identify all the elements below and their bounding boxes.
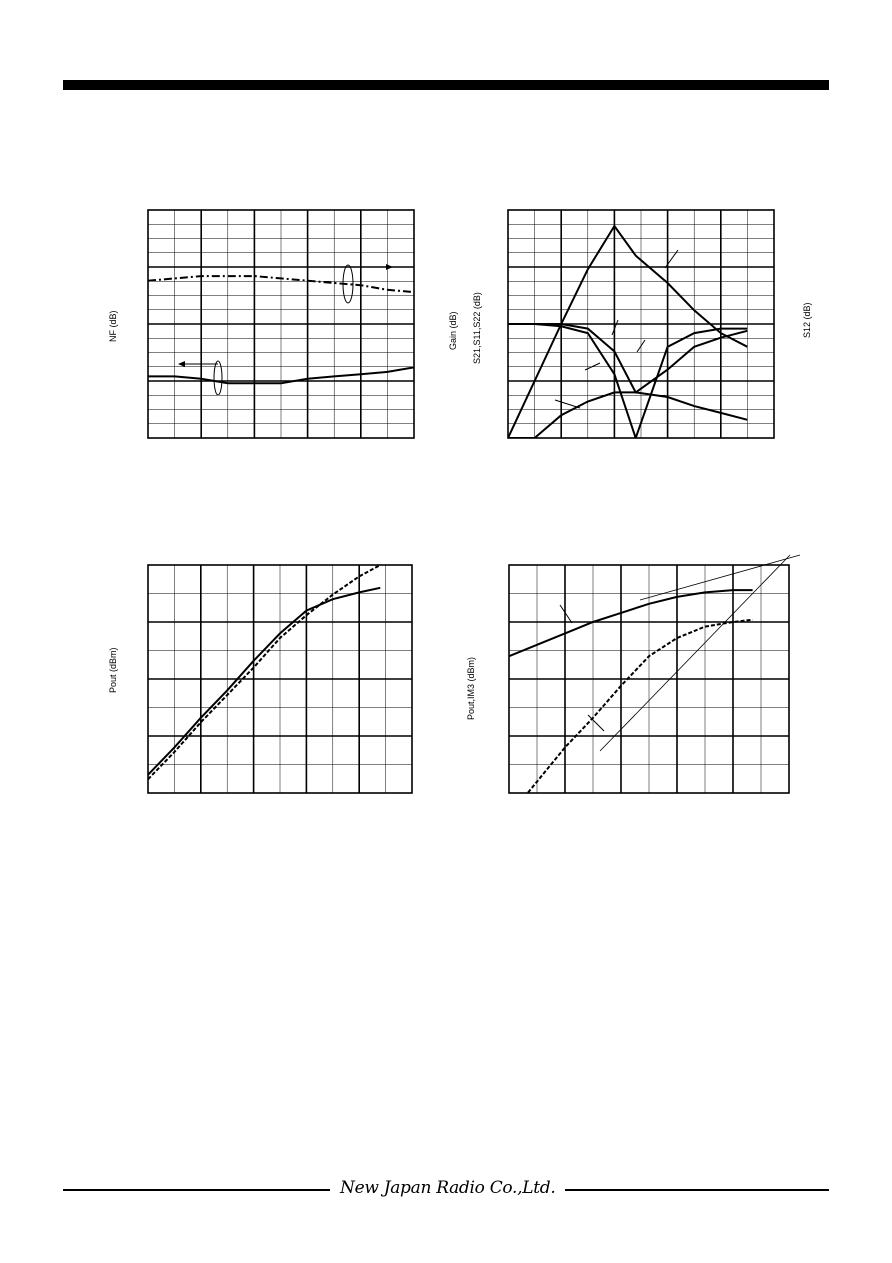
sparam-axis-label: S21,S11,S22 (dB) bbox=[472, 292, 482, 364]
annotation-arrow bbox=[588, 715, 604, 731]
company-logo: New Japan Radio Co.,Ltd. bbox=[340, 1178, 556, 1198]
series-line-2 bbox=[509, 620, 753, 816]
series-line-1 bbox=[148, 588, 380, 775]
arrow-head bbox=[386, 264, 393, 270]
im3-axis-label: Pout,IM3 (dBm) bbox=[466, 656, 476, 720]
s12-axis-label: S12 (dB) bbox=[802, 302, 812, 338]
gain-axis-label: Gain (dB) bbox=[448, 311, 458, 350]
series-line-2 bbox=[508, 324, 747, 392]
annotation-arrow bbox=[560, 605, 572, 623]
im3-chart bbox=[500, 535, 810, 805]
series-marker-ellipse bbox=[214, 361, 222, 395]
header-bar bbox=[63, 80, 829, 90]
pout-chart bbox=[140, 555, 430, 805]
footer-rule-left bbox=[63, 1189, 330, 1191]
series-line-1 bbox=[508, 226, 747, 438]
pout-axis-label: Pout (dBm) bbox=[108, 647, 118, 693]
arrow-head bbox=[178, 361, 185, 367]
annotation-arrow bbox=[555, 400, 580, 408]
series-line-2 bbox=[148, 565, 380, 779]
nf-axis-label: NF (dB) bbox=[108, 310, 118, 342]
series-line-1 bbox=[509, 590, 753, 656]
footer-rule-right bbox=[565, 1189, 829, 1191]
sparam-chart bbox=[500, 200, 790, 450]
nf-chart bbox=[140, 200, 430, 450]
